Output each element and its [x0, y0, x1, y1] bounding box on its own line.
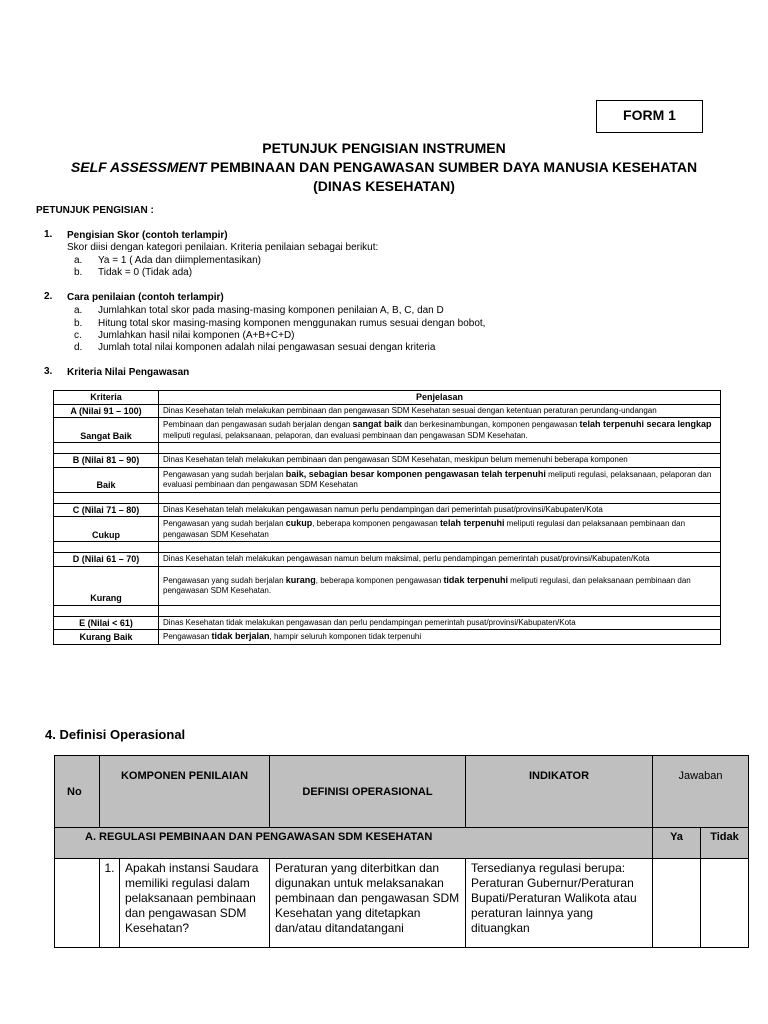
subheader-regulasi: A. REGULASI PEMBINAAN DAN PENGAWASAN SDM KESEHATAN	[55, 828, 653, 859]
kriteria-a-cat: Sangat Baik	[54, 418, 159, 443]
row1-number: 1.	[100, 859, 120, 948]
header-tidak: Tidak	[701, 828, 749, 859]
section4-title: 4. Definisi Operasional	[45, 727, 186, 742]
kriteria-b-cat: Baik	[54, 467, 159, 492]
header-komponen: KOMPONEN PENILAIAN	[100, 756, 270, 828]
row1-komponen: Apakah instansi Saudara memiliki regulasi dalam pelaksanaan pembinaan dan pengawasan SDM Kesehatan?	[120, 859, 270, 948]
kriteria-d-text: Dinas Kesehatan telah melakukan pengawasan namun belum maksimal, perlu pendampingan pemerintah pusat/provinsi/Kabupaten/Kota	[159, 553, 721, 567]
page-title	[0, 139, 768, 196]
kriteria-d-desc: Pengawasan yang sudah berjalan kurang, beberapa komponen pengawasan tidak terpenuhi meliputi regulasi, dan pelaksanaan pembinaan dan pengawasan SDM Kesehatan.	[159, 566, 721, 605]
section1-title: Pengisian Skor (contoh terlampir)	[67, 230, 228, 241]
form-label: FORM 1	[596, 100, 703, 133]
kriteria-c-cat: Cukup	[54, 517, 159, 542]
title-line3: (DINAS KESEHATAN)	[313, 178, 455, 194]
section2-item-d: d. Jumlah total nilai komponen adalah nilai pengawasan sesuai dengan kriteria	[74, 342, 436, 353]
row1-ya-cell[interactable]	[653, 859, 701, 948]
row1-no-spacer	[55, 859, 100, 948]
kriteria-e-cat: Kurang Baik	[54, 630, 159, 645]
row1-definisi: Peraturan yang diterbitkan dan digunakan untuk melaksanakan pembinaan dan pengawasan SDM Kesehatan yang ditetapkan dan/atau ditandatangani	[270, 859, 466, 948]
header-no: No	[55, 756, 100, 828]
header-ya: Ya	[653, 828, 701, 859]
title-line2	[0, 158, 768, 177]
section1-item-a: a. Ya = 1 ( Ada dan diimplementasikan)	[74, 255, 261, 266]
kriteria-a-label: A (Nilai 91 – 100)	[54, 404, 159, 418]
header-jawaban: Jawaban	[653, 756, 749, 828]
row1-indikator: Tersedianya regulasi berupa: Peraturan Gubernur/Peraturan Bupati/Peraturan Walikota atau peraturan lainnya yang dituangkan	[466, 859, 653, 948]
title-line1: PETUNJUK PENGISIAN INSTRUMEN	[262, 140, 506, 156]
section2-item-a: a. Jumlahkan total skor pada masing-masing komponen penilaian A, B, C, dan D	[74, 305, 444, 316]
row1-tidak-cell[interactable]	[701, 859, 749, 948]
kriteria-d-label: D (Nilai 61 – 70)	[54, 553, 159, 567]
header-indikator: INDIKATOR	[466, 756, 653, 828]
kriteria-a-desc: Pembinaan dan pengawasan sudah berjalan dengan sangat baik dan berkesinambungan, komponen pengawasan telah terpenuhi secara lengkap meliputi regulasi, pelaksanaan, pelaporan, dan evaluasi pembinaan dan pengawasan SDM Kesehatan.	[159, 418, 721, 443]
kriteria-b-text: Dinas Kesehatan telah melakukan pembinaan dan pengawasan SDM Kesehatan, meskipun belum memenuhi beberapa komponen	[159, 454, 721, 468]
kriteria-a-text: Dinas Kesehatan telah melakukan pembinaan dan pengawasan SDM Kesehatan sesuai dengan ketentuan peraturan perundang-undangan	[159, 404, 721, 418]
section1-desc: Skor diisi dengan kategori penilaian. Kriteria penilaian sebagai berikut:	[67, 242, 379, 253]
kriteria-d-cat: Kurang	[54, 566, 159, 605]
kriteria-c-desc: Pengawasan yang sudah berjalan cukup, beberapa komponen pengawasan telah terpenuhi meliputi regulasi dan pelaksanaan pembinaan dan pengawasan SDM Kesehatan	[159, 517, 721, 542]
kriteria-table	[53, 390, 721, 645]
kriteria-c-text: Dinas Kesehatan telah melakukan pengawasan namun perlu pendampingan dari pemerintah pusat/provinsi/Kabupaten/Kota	[159, 503, 721, 517]
kriteria-b-desc: Pengawasan yang sudah berjalan baik, sebagian besar komponen pengawasan telah terpenuhi meliputi regulasi, pelaksanaan, pelaporan dan evaluasi pembinaan dan pengawasan SDM Kesehatan	[159, 467, 721, 492]
section2-title: Cara penilaian (contoh terlampir)	[67, 292, 224, 303]
kriteria-header: Kriteria	[54, 391, 159, 405]
kriteria-e-label: E (Nilai < 61)	[54, 616, 159, 630]
petunjuk-heading: PETUNJUK PENGISIAN :	[36, 205, 154, 216]
kriteria-e-text: Dinas Kesehatan tidak melakukan pengawasan dan perlu pendampingan pemerintah pusat/provinsi/Kabupaten/Kota	[159, 616, 721, 630]
title-italic: SELF ASSESSMENT	[70, 159, 207, 175]
kriteria-c-label: C (Nilai 71 – 80)	[54, 503, 159, 517]
section2-item-c: c. Jumlahkan hasil nilai komponen (A+B+C+D)	[74, 330, 295, 341]
section3-number: 3.	[44, 366, 53, 377]
penjelasan-header: Penjelasan	[159, 391, 721, 405]
section1-item-b: b. Tidak = 0 (Tidak ada)	[74, 267, 193, 278]
kriteria-b-label: B (Nilai 81 – 90)	[54, 454, 159, 468]
section1-number: 1.	[44, 229, 53, 240]
definisi-table	[54, 755, 749, 948]
section3-title: Kriteria Nilai Pengawasan	[67, 367, 190, 378]
section2-number: 2.	[44, 291, 53, 302]
title-line2-rest: PEMBINAAN DAN PENGAWASAN SUMBER DAYA MANUSIA KESEHATAN	[206, 159, 698, 175]
kriteria-e-desc: Pengawasan tidak berjalan, hampir seluruh komponen tidak terpenuhi	[159, 630, 721, 645]
section2-item-b: b. Hitung total skor masing-masing komponen menggunakan rumus sesuai dengan bobot,	[74, 318, 486, 329]
header-definisi: DEFINISI OPERASIONAL	[270, 756, 466, 828]
